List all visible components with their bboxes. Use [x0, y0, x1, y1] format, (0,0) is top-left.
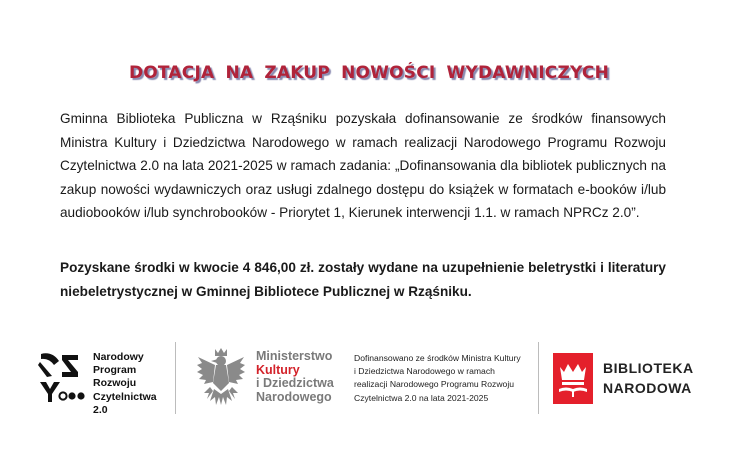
- ministry-line: Kultury: [256, 362, 300, 377]
- library-line: BIBLIOTEKA: [603, 360, 694, 376]
- nprcz-line: 2.0: [93, 403, 108, 416]
- ministry-line: i Dziedzictwa: [256, 376, 334, 390]
- footer-divider: [175, 342, 176, 414]
- ministry-name: [256, 350, 334, 404]
- ministry-line: Ministerstwo: [256, 349, 333, 363]
- summary-paragraph: Pozyskane środki w kwocie 4 846,00 zł. zostały wydane na uzupełnienie beletrystki i literatury niebeletrystycznej w Gminnej Bibliotece Publicznej w Rząśniku.: [60, 260, 666, 299]
- funding-line: Dofinansowano ze środków Ministra Kultury: [354, 353, 521, 363]
- nprcz-program-name: [93, 351, 157, 417]
- library-line: NARODOWA: [603, 380, 692, 396]
- funding-line: realizacji Narodowego Programu Rozwoju: [354, 379, 515, 390]
- national-library-logo-icon: [553, 353, 593, 404]
- ministry-line: Narodowego: [256, 389, 332, 404]
- nprcz-logo-icon: [38, 352, 88, 404]
- nprcz-line: Czytelnictwa: [93, 390, 157, 403]
- footer-divider: [538, 342, 539, 414]
- funding-line: i Dziedzictwa Narodowego w ramach: [354, 366, 495, 377]
- body-paragraph: Gminna Biblioteka Publiczna w Rząśniku pozyskała dofinansowanie ze środków finansowych Ministra Kultury i Dziedzictwa Narodowego w ramach realizacji Narodowego Programu Rozwoju Czytelnictwa 2.0 na lata 2021-2025 w ramach zadania: „Dofinansowania dla bibliotek publicznych na zakup nowości wydawniczych oraz usługi zdalnego dostępu do książek w formatach e-booków i/lub audiobooków i/lub synchrobooków - Priorytet 1, Kierunek interwencji 1.1. w ramach NPRCz 2.0”.: [60, 111, 666, 220]
- funding-line: Czytelnictwa 2.0 na lata 2021-2025: [354, 392, 489, 403]
- nprcz-line: Program: [93, 364, 137, 377]
- nprcz-line: Narodowy: [93, 351, 144, 363]
- eagle-emblem-icon: [196, 347, 246, 409]
- page-title: DOTACJA NA ZAKUP NOWOŚCI WYDAWNICZYCH: [128, 63, 610, 83]
- national-library-name: [603, 358, 694, 398]
- funding-note: [354, 352, 534, 405]
- nprcz-line: Rozwoju: [93, 377, 137, 390]
